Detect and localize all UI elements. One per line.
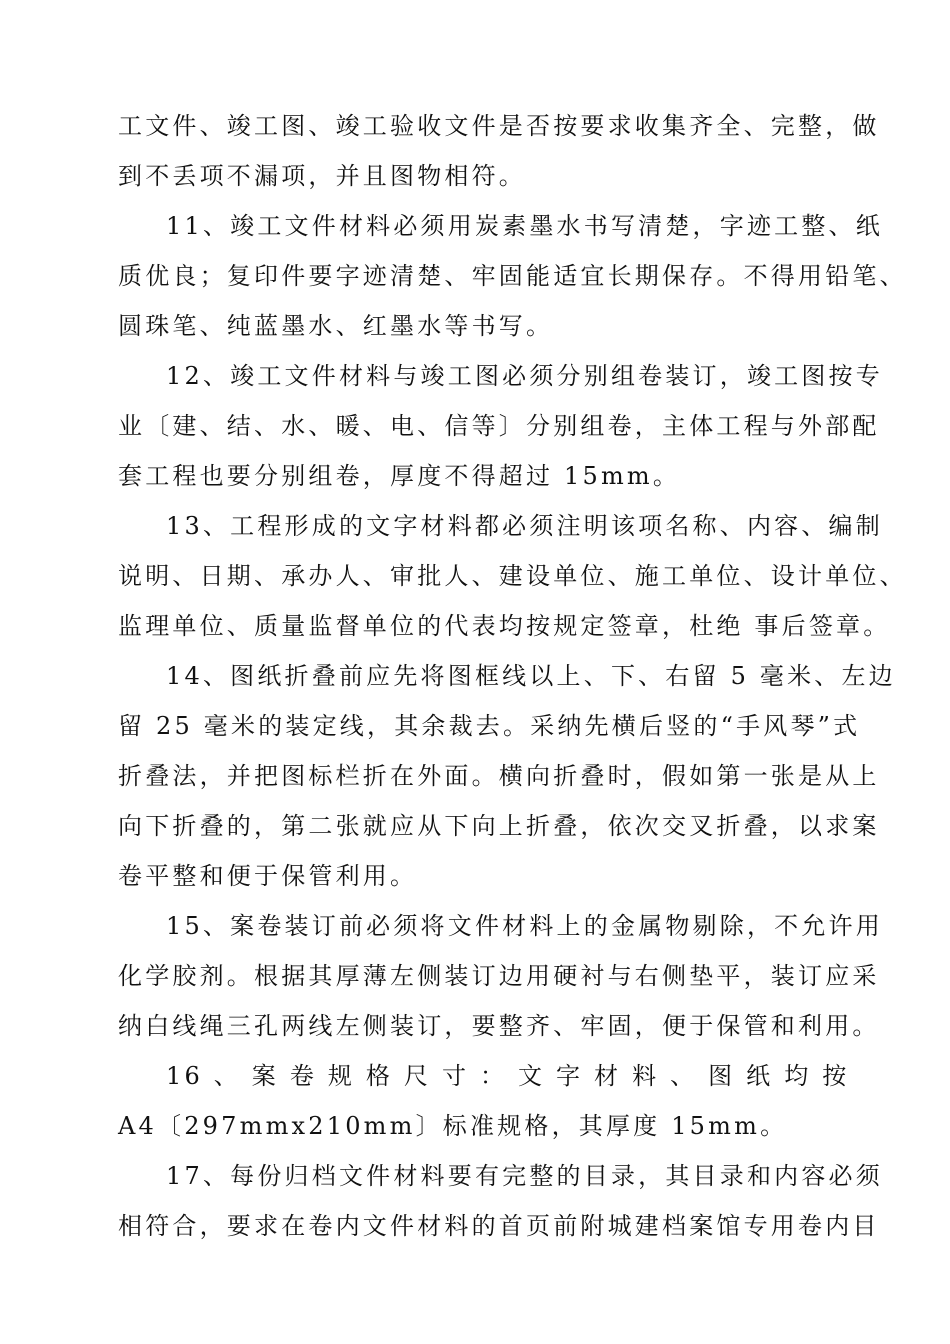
- text-line: 监理单位、质量监督单位的代表均按规定签章，杜绝 事后签章。: [118, 612, 891, 640]
- text-line: 质优良；复印件要字迹清楚、牢固能适宜长期保存。不得用铅笔、: [118, 262, 907, 290]
- paragraph-16-line: 16 、 案 卷 规 格 尺 寸 ： 文 字 材 料 、 图 纸 均 按: [166, 1062, 850, 1090]
- text-line: 套工程也要分别组卷，厚度不得超过 15mm。: [118, 462, 681, 490]
- text-line: 纳白线绳三孔两线左侧装订，要整齐、牢固，便于保管和利用。: [118, 1012, 880, 1040]
- text-line: A4〔297mmx210mm〕标准规格，其厚度 15mm。: [118, 1112, 788, 1140]
- text-line: 卷平整和便于保管利用。: [118, 862, 418, 890]
- text-line: 折叠法，并把图标栏折在外面。横向折叠时，假如第一张是从上: [118, 762, 880, 790]
- paragraph-15-line: 15、案卷装订前必须将文件材料上的金属物剔除，不允许用: [166, 912, 883, 940]
- text-line: 留 25 毫米的装定线，其余裁去。采纳先横后竖的“手风琴”式: [118, 712, 861, 740]
- paragraph-13-line: 13、工程形成的文字材料都必须注明该项名称、内容、编制: [166, 512, 883, 540]
- paragraph-11-line: 11、竣工文件材料必须用炭素墨水书写清楚，字迹工整、纸: [166, 212, 883, 240]
- text-line: 化学胶剂。根据其厚薄左侧装订边用硬衬与右侧垫平，装订应采: [118, 962, 880, 990]
- paragraph-14-line: 14、图纸折叠前应先将图框线以上、下、右留 5 毫米、左边: [166, 662, 896, 690]
- text-line: 到不丢项不漏项，并且图物相符。: [118, 162, 526, 190]
- paragraph-17-line: 17、每份归档文件材料要有完整的目录，其目录和内容必须: [166, 1162, 883, 1190]
- text-line: 向下折叠的，第二张就应从下向上折叠，依次交叉折叠，以求案: [118, 812, 880, 840]
- text-line: 相符合，要求在卷内文件材料的首页前附城建档案馆专用卷内目: [118, 1212, 880, 1240]
- text-line: 圆珠笔、纯蓝墨水、红墨水等书写。: [118, 312, 554, 340]
- text-line: 工文件、竣工图、竣工验收文件是否按要求收集齐全、完整，做: [118, 112, 880, 140]
- text-line: 说明、日期、承办人、审批人、建设单位、施工单位、设计单位、: [118, 562, 907, 590]
- paragraph-12-line: 12、竣工文件材料与竣工图必须分别组卷装订，竣工图按专: [166, 362, 883, 390]
- text-line: 业〔建、结、水、暖、电、信等〕分别组卷，主体工程与外部配: [118, 412, 880, 440]
